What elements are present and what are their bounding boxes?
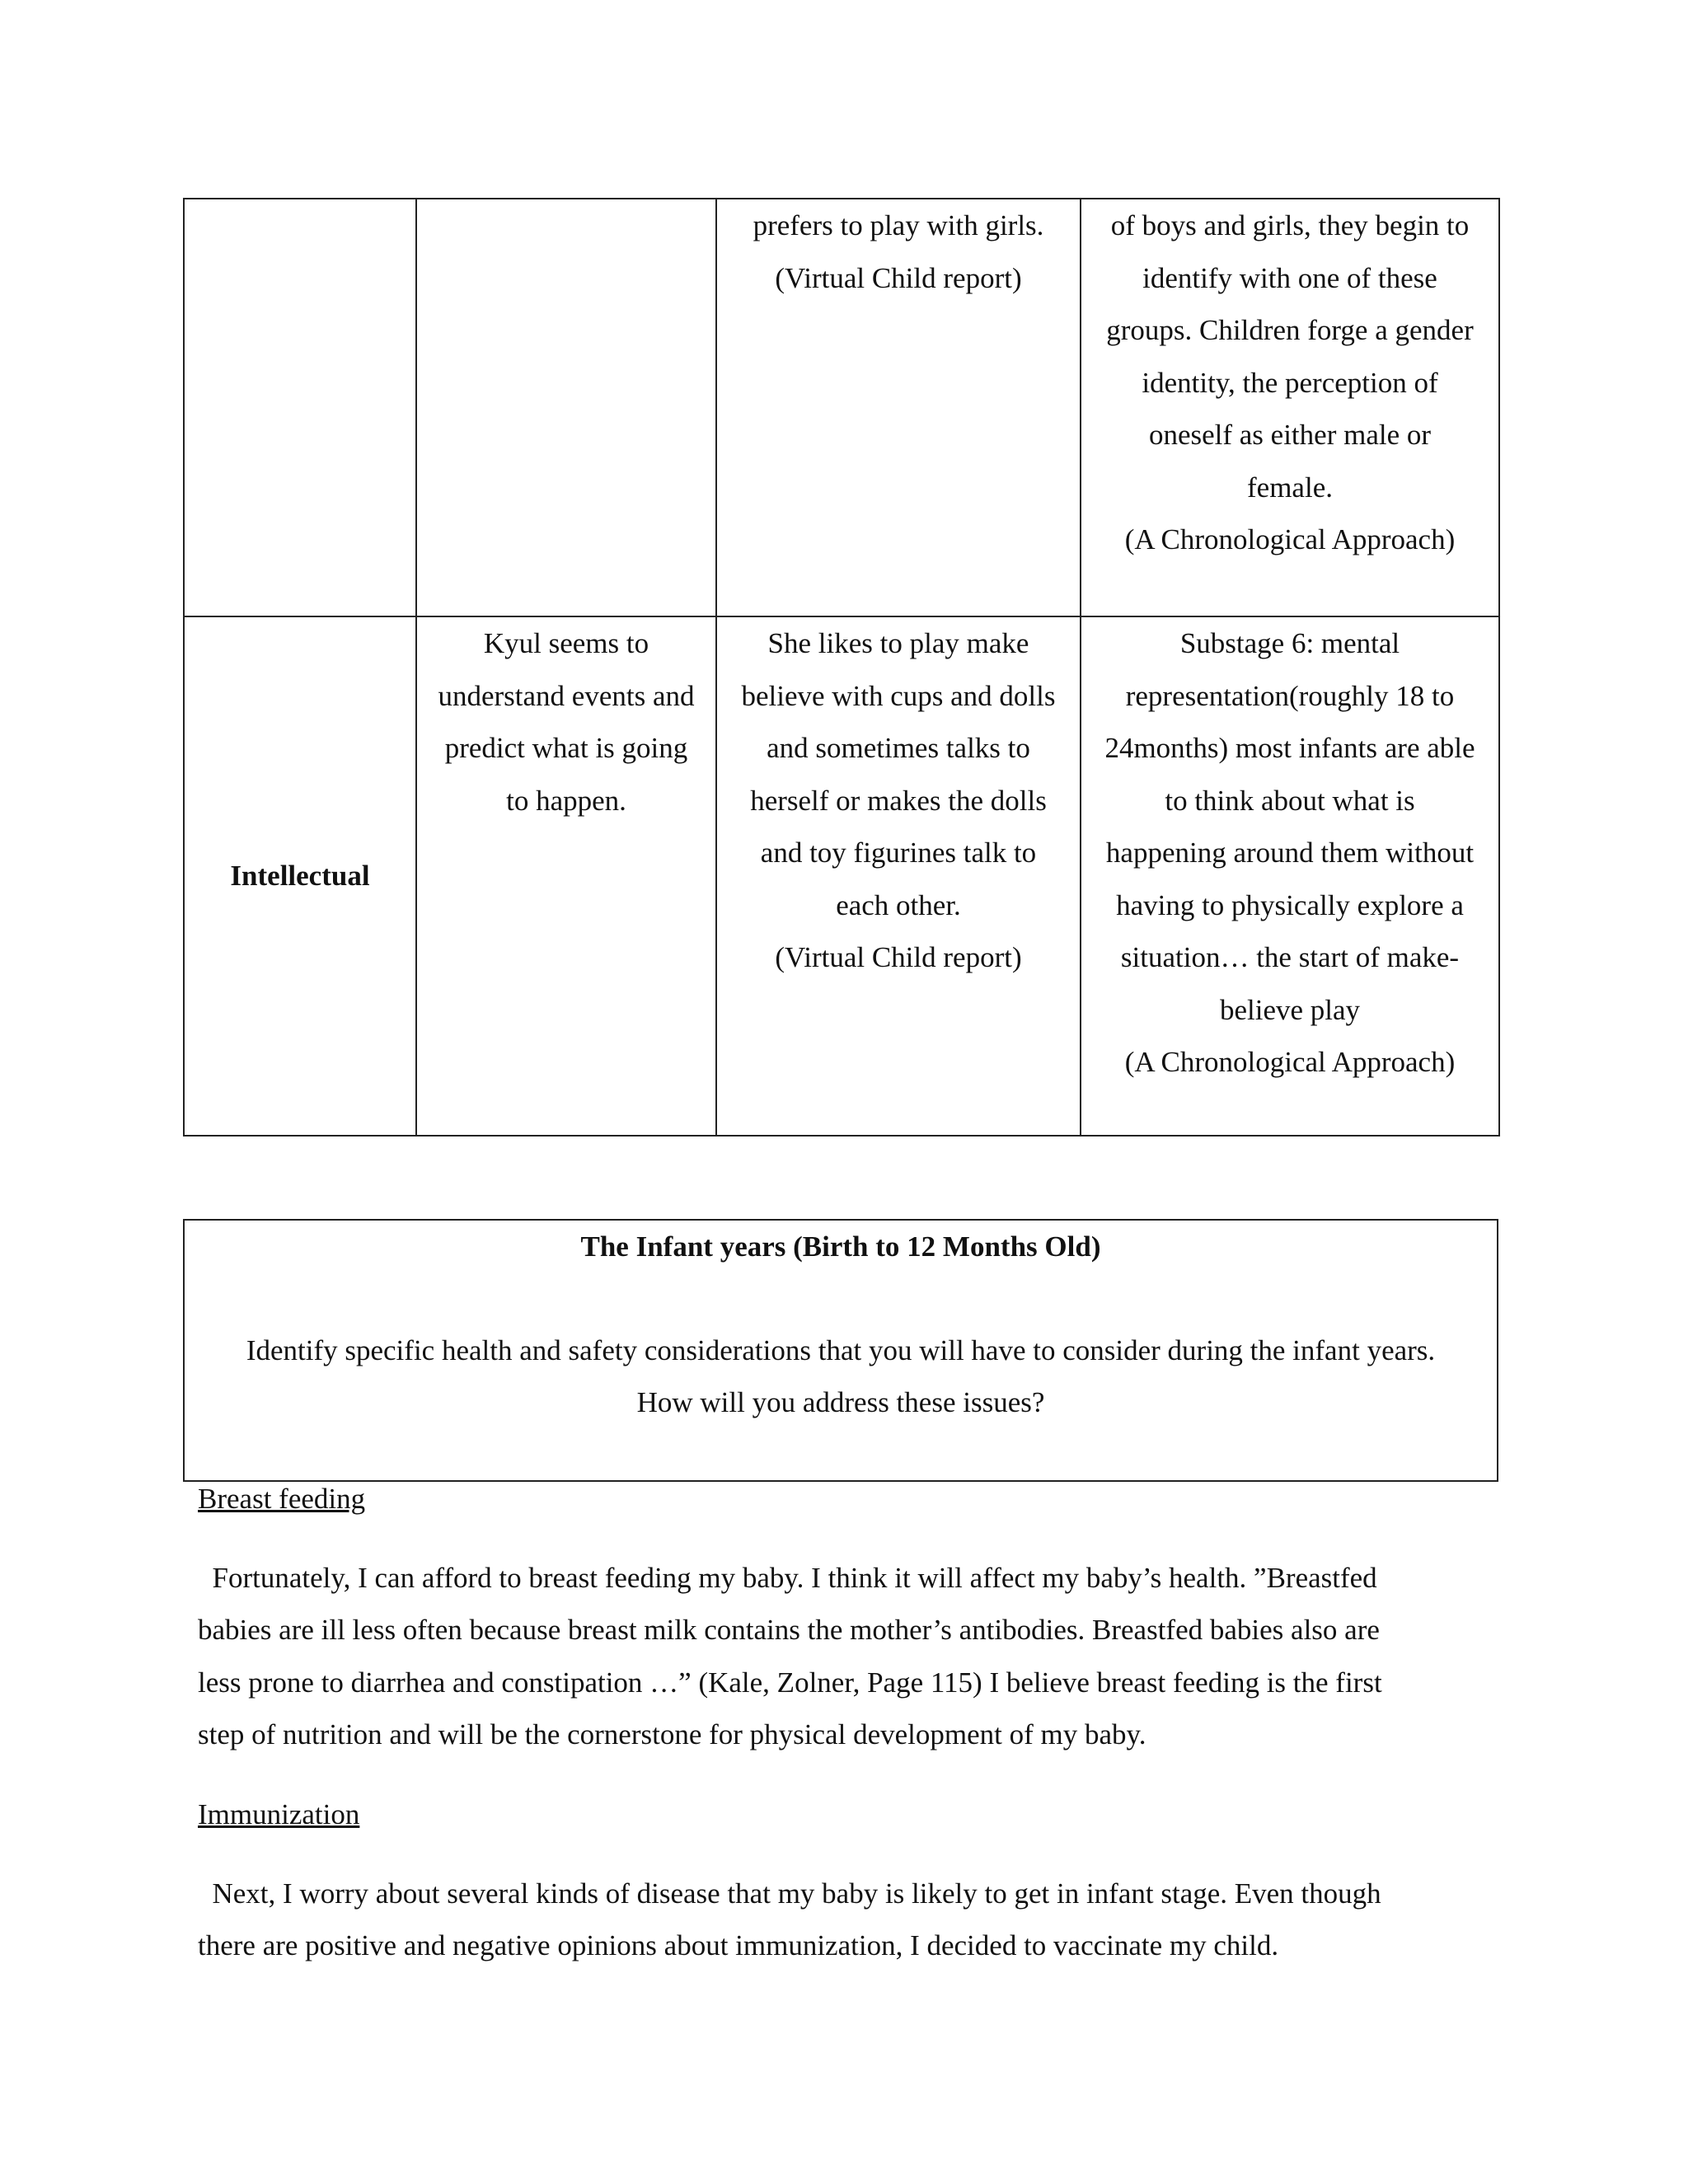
cell-line: (A Chronological Approach): [1124, 1046, 1456, 1078]
cell-line: identity, the perception of: [1142, 366, 1438, 399]
infant-question-line: How will you address these issues?: [636, 1386, 1045, 1418]
spacer: [185, 1272, 1497, 1324]
cell-line: happening around them without: [1105, 837, 1475, 869]
paragraph-line: babies are ill less often because breast milk contains the mother’s antibodies. Breastfed babies also are: [198, 1614, 1380, 1646]
cell-line: oneself as either male or: [1148, 419, 1432, 451]
breast-feeding-section: [198, 1473, 1500, 1761]
cell-line: each other.: [836, 888, 961, 921]
development-table: [183, 198, 1500, 1137]
observation-cell: [416, 616, 716, 1136]
section-heading: Breast feeding: [198, 1483, 366, 1515]
cell-line: groups. Children forge a gender: [1106, 314, 1474, 346]
cell-line: and sometimes talks to: [767, 732, 1030, 764]
cell-line: of boys and girls, they begin to: [1110, 209, 1470, 241]
spacer: [198, 1841, 1500, 1868]
cell-line: prefers to play with girls.: [753, 209, 1044, 241]
cell-line: to think about what is: [1165, 784, 1415, 817]
cell-line: herself or makes the dolls: [750, 784, 1047, 817]
cell-line: and toy figurines talk to: [760, 837, 1037, 869]
table-row: [184, 199, 1499, 616]
infant-question-line: Identify specific health and safety considerations that you will have to consider during the infant years.: [246, 1334, 1436, 1366]
paragraph-line: Fortunately, I can afford to breast feeding my baby. I think it will affect my baby’s health. ”Breastfed: [198, 1561, 1377, 1594]
cell-line: representation(roughly 18 to: [1125, 679, 1455, 712]
cell-line: 24months) most infants are able: [1104, 732, 1475, 764]
cell-line: (A Chronological Approach): [1124, 523, 1456, 555]
theory-cell: [1081, 616, 1499, 1136]
spacer: [198, 1526, 1500, 1552]
cell-line: predict what is going: [444, 732, 688, 764]
domain-cell: [184, 199, 416, 616]
infant-years-box: [183, 1219, 1498, 1482]
paragraph-line: Next, I worry about several kinds of disease that my baby is likely to get in infant stage. Even though: [198, 1877, 1381, 1910]
infant-years-title: The Infant years (Birth to 12 Months Old): [580, 1230, 1101, 1263]
domain-cell: Intellectual: [184, 616, 416, 1136]
cell-line: having to physically explore a: [1116, 888, 1464, 921]
cell-line: to happen.: [506, 784, 626, 817]
cell-line: believe play: [1219, 993, 1361, 1026]
table-row: [184, 616, 1499, 1136]
cell-line: female.: [1247, 471, 1333, 504]
cell-line: situation… the start of make-: [1120, 941, 1460, 973]
cell-line: (Virtual Child report): [775, 941, 1022, 973]
theory-cell: [1081, 199, 1499, 616]
paragraph-line: there are positive and negative opinions about immunization, I decided to vaccinate my child.: [198, 1929, 1279, 1961]
cell-line: understand events and: [438, 679, 695, 712]
report-cell: [716, 616, 1081, 1136]
section-heading: Immunization: [198, 1798, 360, 1830]
cell-line: Substage 6: mental: [1179, 627, 1400, 659]
cell-line: believe with cups and dolls: [741, 679, 1056, 712]
observation-cell: [416, 199, 716, 616]
cell-line: identify with one of these: [1142, 261, 1437, 294]
cell-line: She likes to play make: [767, 627, 1029, 659]
paragraph-line: step of nutrition and will be the cornerstone for physical development of my baby.: [198, 1718, 1146, 1750]
cell-line: (Virtual Child report): [775, 261, 1022, 294]
immunization-section: [198, 1788, 1500, 1972]
paragraph-line: less prone to diarrhea and constipation …” (Kale, Zolner, Page 115) I believe breast feeding is the first: [198, 1666, 1382, 1699]
cell-line: Kyul seems to: [483, 627, 649, 659]
report-cell: [716, 199, 1081, 616]
